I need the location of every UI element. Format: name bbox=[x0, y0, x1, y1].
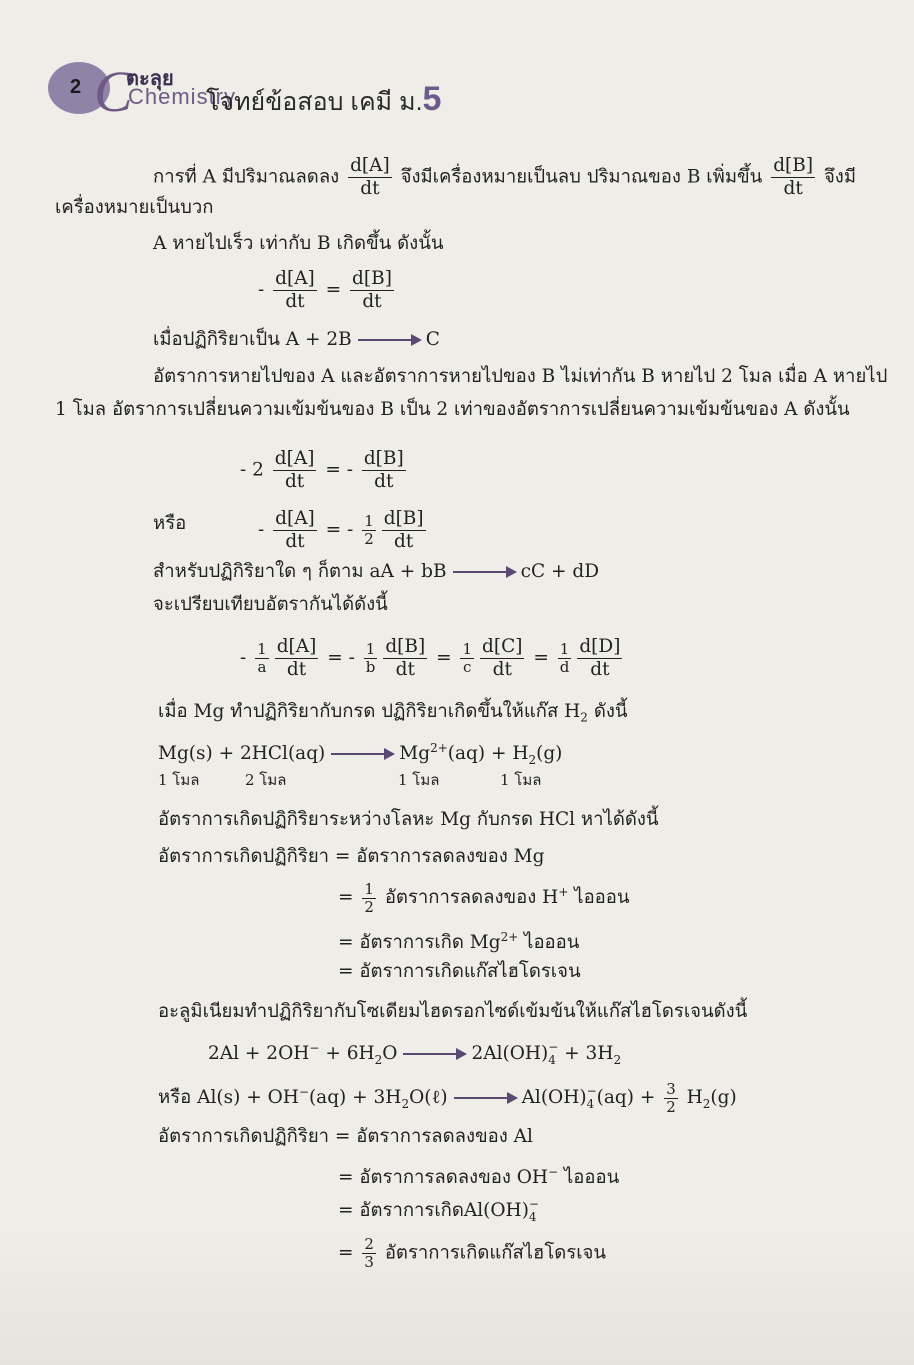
text-run: + 3H bbox=[558, 1043, 614, 1065]
reaction-arrow-icon bbox=[331, 753, 393, 755]
subscript: 4 bbox=[586, 1097, 595, 1112]
fraction-denominator: dt bbox=[285, 531, 305, 552]
fraction-numerator: d[D] bbox=[579, 636, 621, 657]
fraction bbox=[350, 268, 394, 313]
fraction-denominator: b bbox=[365, 658, 376, 676]
fraction-denominator: dt bbox=[590, 659, 610, 680]
text-run: - 2 bbox=[240, 459, 270, 481]
text-run: อะลูมิเนียมทำปฏิกิริยากับโซเดียมไฮดรอกไซด์เข้มข้นให้แก๊สไฮโดรเจนดังนี้ bbox=[158, 1001, 748, 1022]
fraction bbox=[362, 1236, 376, 1271]
text-run: จึงมี bbox=[818, 166, 857, 188]
text-run: 1 โมล อัตราการเปลี่ยนความเข้มข้นของ B เป็น 2 เท่าของอัตราการเปลี่ยนความเข้มข้นของ A ดังนั้น bbox=[55, 399, 850, 420]
fraction-denominator: dt bbox=[394, 531, 414, 552]
text-line bbox=[158, 1000, 747, 1024]
text-line bbox=[158, 700, 628, 730]
text-line bbox=[153, 593, 388, 617]
fraction-numerator: 1 bbox=[364, 512, 374, 530]
text-run: 1 โมล bbox=[500, 771, 542, 789]
text-line bbox=[153, 365, 887, 389]
book-title bbox=[206, 80, 441, 122]
fraction-numerator: 1 bbox=[559, 640, 570, 658]
superscript: − bbox=[528, 1197, 539, 1211]
fraction-numerator: d[B] bbox=[385, 636, 426, 657]
superscript: − bbox=[548, 1040, 559, 1055]
text-line bbox=[258, 268, 397, 313]
charge-subscript bbox=[529, 1198, 539, 1224]
fraction bbox=[273, 448, 317, 493]
text-line bbox=[55, 398, 850, 422]
fraction-denominator: dt bbox=[492, 659, 512, 680]
text-run: อัตราการเกิดปฏิกิริยาระหว่างโลหะ Mg กับกรด HCl หาได้ดังนี้ bbox=[158, 809, 659, 830]
text-run: cC + dD bbox=[520, 561, 600, 582]
text-line bbox=[338, 880, 630, 916]
text-line bbox=[158, 845, 544, 869]
reaction-arrow-icon bbox=[403, 1053, 465, 1055]
fraction-denominator: dt bbox=[374, 471, 394, 492]
fraction-numerator: d[A] bbox=[275, 508, 315, 529]
text-run: = - bbox=[319, 519, 360, 541]
fraction bbox=[362, 513, 376, 548]
text-run: เมื่อปฏิกิริยาเป็น A + 2B bbox=[153, 329, 352, 350]
fraction bbox=[577, 636, 622, 681]
superscript: − bbox=[548, 1165, 559, 1179]
fraction bbox=[383, 636, 427, 681]
fraction-denominator: dt bbox=[284, 471, 305, 492]
fraction-numerator: 3 bbox=[666, 1079, 676, 1098]
text-run: = - bbox=[321, 647, 361, 669]
text-run: 1 โมล bbox=[158, 771, 200, 789]
text-line bbox=[55, 196, 213, 220]
text-run: = bbox=[430, 647, 458, 669]
grade-number: 5 bbox=[422, 80, 442, 118]
fraction-numerator: d[A] bbox=[350, 155, 390, 176]
text-run: - bbox=[240, 647, 253, 669]
superscript: 2+ bbox=[430, 741, 448, 755]
charge-subscript bbox=[587, 1085, 597, 1111]
text-line bbox=[338, 1160, 619, 1190]
fraction-denominator: a bbox=[257, 658, 267, 676]
text-run: H bbox=[680, 1087, 703, 1109]
text-run: จึงมีเครื่องหมายเป็นลบ ปริมาณของ B เพิ่มขึ้น bbox=[394, 166, 769, 188]
text-run: ดังนี้ bbox=[587, 701, 628, 722]
text-line bbox=[338, 960, 581, 984]
text-run: + 6H bbox=[319, 1043, 375, 1065]
text-run: (aq) + 3H bbox=[308, 1087, 402, 1109]
text-line bbox=[338, 1198, 539, 1224]
text-run: = อัตราการเกิด Mg bbox=[338, 932, 501, 954]
fraction-denominator: c bbox=[463, 658, 472, 676]
fraction bbox=[460, 641, 474, 676]
subscript: 2 bbox=[702, 1096, 711, 1111]
text-run: เมื่อ Mg ทำปฏิกิริยากับกรด ปฏิกิริยาเกิดขึ้นให้แก๊ส H bbox=[158, 701, 581, 722]
text-run: Mg bbox=[399, 743, 431, 765]
fraction bbox=[273, 268, 317, 313]
fraction bbox=[348, 155, 392, 200]
text-run: Mg(s) + 2HCl(aq) bbox=[158, 743, 326, 765]
fraction bbox=[362, 881, 376, 916]
text-line bbox=[153, 328, 440, 352]
text-line bbox=[500, 768, 541, 792]
text-run: อัตราการเกิดปฏิกิริยา = อัตราการลดลงของ Al bbox=[158, 1126, 533, 1147]
fraction-numerator: 1 bbox=[257, 640, 267, 658]
fraction-denominator: d bbox=[559, 658, 570, 676]
subscript: 2 bbox=[580, 710, 588, 725]
text-run: ไอออน bbox=[558, 1167, 620, 1189]
text-run: C bbox=[425, 329, 440, 350]
text-run: หรือ Al(s) + OH bbox=[158, 1087, 299, 1109]
text-run: (aq) + bbox=[596, 1087, 662, 1109]
fraction-denominator: dt bbox=[783, 178, 803, 199]
subscript: 4 bbox=[528, 1210, 537, 1224]
text-run: = bbox=[338, 887, 360, 909]
superscript: 2+ bbox=[500, 930, 519, 944]
text-run: เครื่องหมายเป็นบวก bbox=[55, 197, 214, 218]
text-line bbox=[398, 768, 439, 792]
fraction-denominator: 2 bbox=[364, 530, 374, 548]
fraction-numerator: d[A] bbox=[274, 448, 315, 469]
text-run: = bbox=[338, 1242, 360, 1264]
fraction bbox=[558, 641, 572, 676]
text-line bbox=[158, 1080, 737, 1116]
fraction-numerator: d[A] bbox=[275, 268, 315, 289]
text-run: จะเปรียบเทียบอัตรากันได้ดังนี้ bbox=[153, 594, 388, 615]
fraction bbox=[480, 636, 524, 681]
fraction-denominator: 2 bbox=[666, 1097, 676, 1116]
superscript: − bbox=[586, 1084, 597, 1099]
text-line bbox=[338, 925, 579, 955]
superscript: + bbox=[558, 885, 569, 899]
text-run: (aq) + H bbox=[447, 743, 529, 765]
fraction bbox=[664, 1081, 678, 1116]
fraction-numerator: 1 bbox=[365, 640, 376, 658]
fraction bbox=[364, 641, 378, 676]
fraction bbox=[362, 448, 406, 493]
fraction-denominator: dt bbox=[362, 291, 382, 312]
text-line bbox=[245, 768, 286, 792]
text-run: Al(OH) bbox=[521, 1087, 587, 1109]
superscript: − bbox=[309, 1041, 320, 1055]
text-run: = bbox=[527, 647, 555, 669]
text-run: (g) bbox=[536, 743, 563, 765]
page-number: 2 bbox=[70, 76, 82, 98]
text-run: ไอออน bbox=[518, 932, 580, 954]
text-run: อัตราการหายไปของ A และอัตราการหายไปของ B ไม่เท่ากัน B หายไป 2 โมล เมื่อ A หายไป bbox=[153, 366, 888, 387]
text-run: สำหรับปฏิกิริยาใด ๆ ก็ตาม aA + bB bbox=[153, 561, 447, 582]
subscript: 2 bbox=[401, 1096, 410, 1111]
fraction-numerator: 2 bbox=[364, 1235, 374, 1253]
text-run: (g) bbox=[710, 1087, 737, 1109]
fraction-numerator: d[B] bbox=[363, 448, 404, 469]
text-line bbox=[240, 448, 409, 493]
text-run: = อัตราการลดลงของ OH bbox=[338, 1167, 549, 1189]
logo-thai-text: ตะลุย bbox=[126, 68, 174, 90]
fraction-denominator: dt bbox=[360, 178, 380, 199]
fraction bbox=[255, 641, 269, 676]
text-run: อัตราการเกิดแก๊สไฮโดรเจน bbox=[378, 1242, 607, 1264]
reaction-arrow-icon bbox=[454, 1097, 516, 1099]
fraction-numerator: 1 bbox=[364, 879, 374, 898]
fraction-numerator: d[B] bbox=[773, 155, 814, 176]
text-run: อัตราการเกิดปฏิกิริยา = อัตราการลดลงของ Mg bbox=[158, 846, 545, 867]
fraction-numerator: d[B] bbox=[383, 508, 424, 529]
charge-subscript bbox=[548, 1041, 558, 1067]
text-line bbox=[153, 232, 444, 256]
text-run: 2 โมล bbox=[245, 771, 287, 789]
fraction-numerator: d[C] bbox=[482, 636, 523, 657]
subscript: 2 bbox=[613, 1052, 622, 1067]
text-run: 2Al + 2OH bbox=[208, 1043, 310, 1065]
text-line bbox=[158, 1125, 533, 1149]
text-run: อัตราการลดลงของ H bbox=[378, 887, 559, 909]
fraction-denominator: dt bbox=[285, 291, 305, 312]
fraction bbox=[273, 508, 317, 553]
logo-chemistry: Chemistry bbox=[128, 84, 237, 109]
fraction-numerator: d[A] bbox=[276, 636, 317, 657]
fraction-denominator: 3 bbox=[364, 1253, 374, 1271]
text-run: = bbox=[319, 279, 348, 301]
fraction bbox=[275, 636, 319, 681]
subscript: 4 bbox=[548, 1053, 556, 1068]
superscript: − bbox=[298, 1085, 309, 1099]
reaction-arrow-icon bbox=[453, 571, 515, 573]
text-run: หรือ bbox=[153, 513, 187, 534]
text-line bbox=[158, 768, 199, 792]
fraction bbox=[771, 155, 815, 200]
fraction-denominator: dt bbox=[395, 659, 415, 680]
text-run: - bbox=[258, 279, 271, 301]
text-line bbox=[153, 155, 856, 200]
text-line bbox=[258, 508, 429, 553]
text-run: O(ℓ) bbox=[409, 1087, 448, 1109]
fraction bbox=[382, 508, 426, 553]
text-run: = - bbox=[319, 459, 359, 481]
text-line bbox=[208, 1036, 621, 1072]
text-run: = อัตราการเกิดAl(OH) bbox=[338, 1200, 529, 1221]
logo-c-letter: C bbox=[94, 59, 133, 124]
fraction-denominator: 2 bbox=[364, 897, 374, 916]
subscript: 2 bbox=[374, 1052, 383, 1067]
text-line bbox=[153, 560, 599, 584]
text-line bbox=[240, 636, 625, 681]
text-run: ไอออน bbox=[568, 887, 630, 909]
text-line bbox=[158, 808, 659, 832]
text-line bbox=[153, 512, 186, 536]
subscript: 2 bbox=[528, 752, 537, 767]
text-line bbox=[158, 736, 562, 772]
text-run: O bbox=[382, 1043, 398, 1065]
text-run: การที่ A มีปริมาณลดลง bbox=[153, 166, 346, 188]
text-run: = อัตราการเกิดแก๊สไฮโดรเจน bbox=[338, 961, 581, 982]
fraction-numerator: d[B] bbox=[352, 268, 392, 289]
text-run: - bbox=[258, 519, 271, 541]
text-run: A หายไปเร็ว เท่ากับ B เกิดขึ้น ดังนั้น bbox=[153, 233, 444, 254]
text-line bbox=[338, 1236, 606, 1271]
reaction-arrow-icon bbox=[358, 339, 420, 341]
fraction-numerator: 1 bbox=[462, 640, 473, 658]
fraction-denominator: dt bbox=[286, 659, 307, 680]
book-title-text: โจทย์ข้อสอบ เคมี ม. bbox=[206, 88, 423, 116]
text-run: 2Al(OH) bbox=[471, 1043, 549, 1065]
text-run: 1 โมล bbox=[398, 771, 440, 789]
